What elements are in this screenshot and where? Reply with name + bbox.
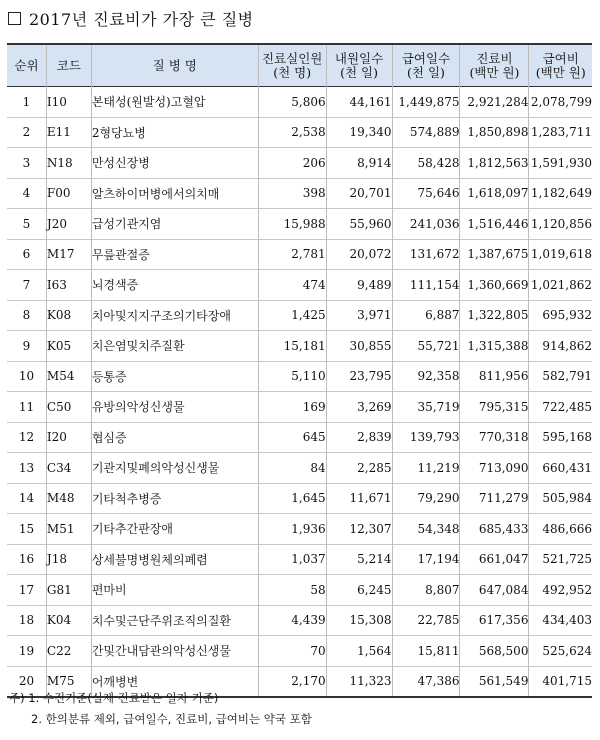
cell-visits: 11,323 [326,666,392,697]
cell-benefit-days: 92,358 [392,361,460,392]
cell-patients: 474 [258,270,326,301]
cell-patients: 169 [258,392,326,423]
cell-rank: 1 [22,94,31,109]
cell-patients: 2,781 [258,239,326,270]
cell-visits: 20,072 [326,239,392,270]
cell-disease-name: 간및간내담관의악성신생물 [91,636,258,667]
cell-benefit-days: 8,807 [392,575,460,606]
cell-paid: 486,666 [529,514,592,545]
cell-visits: 6,245 [326,575,392,606]
cell-visits: 8,914 [326,148,392,179]
header-benefit-days-unit: (천 일) [407,64,445,80]
cell-code: C50 [46,392,91,423]
cell-rank: 13 [18,460,35,475]
header-paid-unit: (백만 원) [535,64,586,80]
cell-benefit-days: 131,672 [392,239,460,270]
cell-code: I63 [46,270,91,301]
cell-paid: 434,403 [529,605,592,636]
cell-rank: 14 [18,491,35,506]
cell-paid: 1,120,856 [529,209,592,240]
cell-benefit-days: 1,449,875 [392,87,460,118]
cell-paid: 521,725 [529,544,592,575]
cell-cost: 811,956 [460,361,529,392]
cell-cost: 617,356 [460,605,529,636]
header-code: 코드 [46,44,91,87]
cell-code: K04 [46,605,91,636]
table-row [7,331,592,362]
cell-rank: 11 [18,399,35,414]
cell-rank: 17 [18,582,35,597]
cell-cost: 711,279 [460,483,529,514]
cell-visits: 44,161 [326,87,392,118]
cell-cost: 1,618,097 [460,178,529,209]
cell-benefit-days: 15,811 [392,636,460,667]
cell-patients: 15,988 [258,209,326,240]
cell-disease-name: 치아및지지구조의기타장애 [91,300,258,331]
footnote-1: 주) 1. 수진기준(실제 진료받은 일자 기준) [9,691,219,705]
table-row [7,209,592,240]
cell-cost: 713,090 [460,453,529,484]
footnotes [9,688,312,730]
cell-cost: 1,360,669 [460,270,529,301]
cell-rank: 10 [18,369,35,384]
header-visits-unit: (천 일) [340,64,378,80]
cell-cost: 647,084 [460,575,529,606]
cell-disease-name: 협심증 [91,422,258,453]
cell-paid: 722,485 [529,392,592,423]
table-row [7,392,592,423]
cell-code: M48 [46,483,91,514]
cell-visits: 12,307 [326,514,392,545]
header-patients-unit: (천 명) [273,64,312,80]
table-row [7,117,592,148]
cell-code: M54 [46,361,91,392]
cell-rank: 7 [22,277,31,292]
cell-visits: 2,285 [326,453,392,484]
cell-code: E11 [46,117,91,148]
cell-benefit-days: 54,348 [392,514,460,545]
cell-cost: 568,500 [460,636,529,667]
cell-cost: 1,850,898 [460,117,529,148]
cell-benefit-days: 6,887 [392,300,460,331]
cell-visits: 11,671 [326,483,392,514]
cell-patients: 2,170 [258,666,326,697]
cell-patients: 5,806 [258,87,326,118]
table-row [7,239,592,270]
cell-code: M17 [46,239,91,270]
cell-code: I10 [46,87,91,118]
cell-disease-name: 어깨병변 [91,666,258,697]
table-row [7,575,592,606]
cell-visits: 1,564 [326,636,392,667]
checkbox-square-icon [8,12,21,25]
cell-patients: 4,439 [258,605,326,636]
disease-cost-table [7,43,592,698]
page-title: 2017년 진료비가 가장 큰 질병 [29,9,254,29]
cell-paid: 595,168 [529,422,592,453]
cell-cost: 661,047 [460,544,529,575]
cell-disease-name: 등통증 [91,361,258,392]
cell-visits: 23,795 [326,361,392,392]
cell-paid: 695,932 [529,300,592,331]
cell-rank: 18 [18,613,35,628]
cell-patients: 1,037 [258,544,326,575]
cell-disease-name: 편마비 [91,575,258,606]
cell-patients: 1,936 [258,514,326,545]
cell-visits: 3,971 [326,300,392,331]
header-rank: 순위 [14,57,39,73]
cell-paid: 401,715 [529,666,592,697]
cell-paid: 2,078,799 [529,87,592,118]
table-row [7,636,592,667]
cell-visits: 19,340 [326,117,392,148]
header-patients [258,44,326,87]
table-row [7,361,592,392]
cell-disease-name: 알츠하이머병에서의치매 [91,178,258,209]
cell-paid: 525,624 [529,636,592,667]
header-paid [529,44,592,87]
cell-paid: 660,431 [529,453,592,484]
cell-disease-name: 기관지및폐의악성신생물 [91,453,258,484]
cell-cost: 2,921,284 [460,87,529,118]
cell-disease-name: 만성신장병 [91,148,258,179]
header-visits [326,44,392,87]
cell-patients: 15,181 [258,331,326,362]
cell-patients: 206 [258,148,326,179]
cell-disease-name: 상세불명병원체의폐렴 [91,544,258,575]
cell-benefit-days: 47,386 [392,666,460,697]
header-cost [460,44,529,87]
footnote-2: 2. 한의분류 제외, 급여일수, 진료비, 급여비는 약국 포함 [31,712,312,726]
cell-disease-name: 기타추간판장애 [91,514,258,545]
cell-code: N18 [46,148,91,179]
cell-paid: 1,021,862 [529,270,592,301]
table-row [7,87,592,118]
cell-rank: 2 [22,125,31,140]
cell-code: J20 [46,209,91,240]
cell-rank: 9 [22,338,31,353]
cell-cost: 1,322,805 [460,300,529,331]
cell-patients: 58 [258,575,326,606]
cell-code: K08 [46,300,91,331]
title-row [8,8,254,28]
cell-code: C34 [46,453,91,484]
cell-rank: 6 [22,247,31,262]
table-row [7,514,592,545]
table-row [7,178,592,209]
cell-disease-name: 무릎관절증 [91,239,258,270]
cell-patients: 645 [258,422,326,453]
header-benefit-days [392,44,460,87]
cell-cost: 685,433 [460,514,529,545]
cell-patients: 5,110 [258,361,326,392]
cell-visits: 15,308 [326,605,392,636]
cell-paid: 1,591,930 [529,148,592,179]
cell-rank: 12 [18,430,35,445]
cell-disease-name: 본태성(원발성)고혈압 [91,87,258,118]
cell-paid: 914,862 [529,331,592,362]
cell-patients: 70 [258,636,326,667]
cell-cost: 1,516,446 [460,209,529,240]
header-cost-unit: (백만 원) [469,64,520,80]
cell-code: M75 [46,666,91,697]
cell-benefit-days: 79,290 [392,483,460,514]
cell-visits: 20,701 [326,178,392,209]
cell-visits: 2,839 [326,422,392,453]
cell-rank: 4 [22,186,31,201]
cell-paid: 505,984 [529,483,592,514]
cell-disease-name: 2형당뇨병 [91,117,258,148]
cell-cost: 795,315 [460,392,529,423]
table-header-row [7,44,592,87]
cell-benefit-days: 22,785 [392,605,460,636]
cell-cost: 770,318 [460,422,529,453]
cell-benefit-days: 111,154 [392,270,460,301]
table-row [7,483,592,514]
cell-visits: 5,214 [326,544,392,575]
cell-disease-name: 유방의악성신생물 [91,392,258,423]
cell-disease-name: 치은염및치주질환 [91,331,258,362]
header-visits-label: 내원일수 [334,50,384,66]
cell-visits: 3,269 [326,392,392,423]
cell-benefit-days: 55,721 [392,331,460,362]
table-body [7,87,592,697]
cell-code: C22 [46,636,91,667]
cell-patients: 1,425 [258,300,326,331]
cell-rank: 16 [18,552,35,567]
cell-visits: 55,960 [326,209,392,240]
cell-code: M51 [46,514,91,545]
cell-visits: 30,855 [326,331,392,362]
cell-cost: 1,387,675 [460,239,529,270]
cell-rank: 5 [22,216,31,231]
cell-paid: 1,182,649 [529,178,592,209]
cell-paid: 582,791 [529,361,592,392]
cell-cost: 1,812,563 [460,148,529,179]
cell-code: I20 [46,422,91,453]
cell-disease-name: 기타척추병증 [91,483,258,514]
cell-code: F00 [46,178,91,209]
cell-patients: 2,538 [258,117,326,148]
cell-disease-name: 급성기관지염 [91,209,258,240]
cell-disease-name: 치수및근단주위조직의질환 [91,605,258,636]
cell-disease-name: 뇌경색증 [91,270,258,301]
table-row [7,148,592,179]
header-cost-label: 진료비 [476,50,513,66]
cell-benefit-days: 139,793 [392,422,460,453]
cell-code: J18 [46,544,91,575]
cell-paid: 492,952 [529,575,592,606]
cell-benefit-days: 17,194 [392,544,460,575]
cell-patients: 84 [258,453,326,484]
cell-benefit-days: 75,646 [392,178,460,209]
table-row [7,605,592,636]
cell-rank: 3 [22,155,31,170]
cell-cost: 561,549 [460,666,529,697]
cell-visits: 9,489 [326,270,392,301]
table-row [7,270,592,301]
cell-benefit-days: 11,219 [392,453,460,484]
cell-code: K05 [46,331,91,362]
header-name: 질 병 명 [91,44,258,87]
table-row [7,544,592,575]
table-row [7,453,592,484]
cell-rank: 8 [22,308,31,323]
cell-benefit-days: 58,428 [392,148,460,179]
header-patients-label: 진료실인원 [261,50,323,66]
cell-rank: 20 [18,674,35,688]
cell-benefit-days: 241,036 [392,209,460,240]
table-row [7,300,592,331]
cell-paid: 1,019,618 [529,239,592,270]
cell-rank: 19 [18,643,35,658]
cell-patients: 1,645 [258,483,326,514]
cell-patients: 398 [258,178,326,209]
cell-code: G81 [46,575,91,606]
cell-cost: 1,315,388 [460,331,529,362]
header-benefit-days-label: 급여일수 [401,50,451,66]
cell-benefit-days: 574,889 [392,117,460,148]
header-paid-label: 급여비 [542,50,579,66]
cell-rank: 15 [18,521,35,536]
cell-paid: 1,283,711 [529,117,592,148]
table-row [7,422,592,453]
cell-benefit-days: 35,719 [392,392,460,423]
